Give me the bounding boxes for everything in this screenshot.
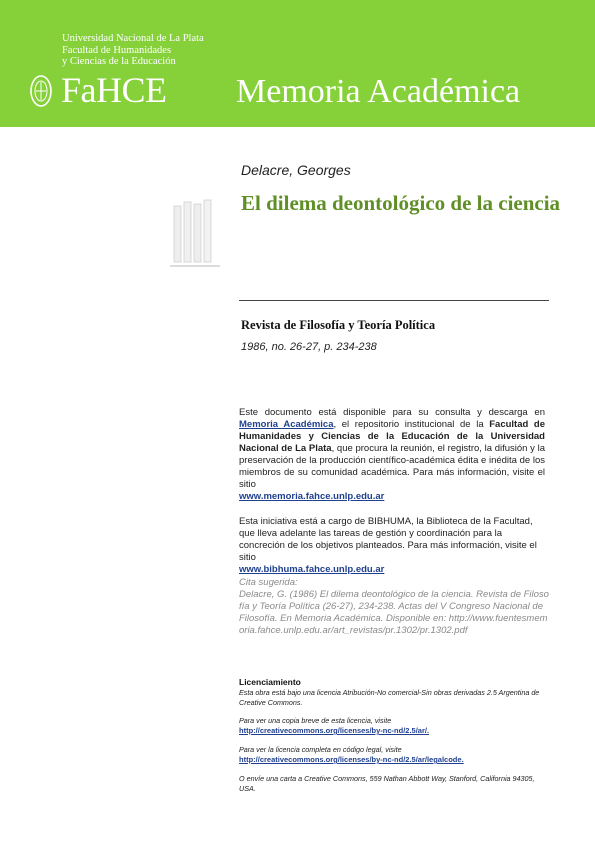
suggested-citation-label: Cita sugerida: [239, 577, 298, 588]
license-text: Esta obra está bajo una licencia Atribución-No comercial-Sin obras derivadas 2.5 Argentina de Creative Commons. [239, 688, 540, 707]
repository-info-text-1: Este documento está disponible para su consulta y descarga en [239, 407, 545, 418]
bibhuma-url-link[interactable]: www.bibhuma.fahce.unlp.edu.ar [239, 564, 385, 575]
document-author: Delacre, Georges [241, 162, 351, 178]
bibhuma-info-text: Esta iniciativa está a cargo de BIBHUMA, la Biblioteca de la Facultad, que lleva adelante las tareas de gestión y coordinación para la concreción de los objetivos planteados. Para más información, visite el sitio [239, 516, 537, 563]
memoria-url-link[interactable]: www.memoria.fahce.unlp.edu.ar [239, 491, 385, 502]
license-short-link[interactable]: http://creativecommons.org/licenses/by-nc-nd/2.5/ar/. [239, 726, 430, 735]
suggested-citation [239, 577, 549, 637]
repository-info-text-2: , el repositorio institucional de la [333, 419, 490, 430]
university-name: Universidad Nacional de La Plata [62, 33, 204, 44]
repository-info-paragraph [239, 407, 545, 503]
repository-info-text-3: , que procura la reunión, el registro, la difusión y la preservación de la producción científico-académica édita e inédita de los miembros de su comunidad académica. Para más información, visite el sitio [239, 443, 545, 490]
license-mail-text: O envíe una carta a Creative Commons, 559 Nathan Abbott Way, Stanford, California 94305, USA. [239, 774, 535, 793]
journal-name: Revista de Filosofía y Teoría Política [241, 318, 436, 332]
citation-details: 1986, no. 26-27, p. 234-238 [241, 341, 377, 353]
fahce-logo: FaHCE [61, 70, 167, 110]
license-heading: Licenciamiento [239, 677, 301, 687]
bibhuma-info-paragraph [239, 516, 545, 576]
divider [239, 300, 549, 301]
license-short-label: Para ver una copia breve de esta licencia, visite [239, 716, 392, 725]
faculty-name-line1: Facultad de Humanidades [62, 45, 172, 56]
memoria-academica-link[interactable]: Memoria Académica [239, 419, 334, 430]
faculty-bold-text: Facultad de Humanidades y Ciencias de la Educación de la Universidad Nacional de La Plata [239, 419, 546, 454]
license-full-link[interactable]: http://creativecommons.org/licenses/by-nc-nd/2.5/ar/legalcode. [239, 755, 464, 764]
books-icon [170, 198, 222, 273]
header-banner [0, 0, 595, 127]
repository-name: Memoria Académica [236, 73, 521, 110]
faculty-name-line2: y Ciencias de la Educación [62, 56, 176, 67]
university-seal-icon [29, 74, 53, 108]
license-full-label: Para ver la licencia completa en código legal, visite [239, 745, 402, 754]
suggested-citation-text: Delacre, G. (1986) El dilema deontológico de la ciencia. Revista de Filosofía y Teoría Política (26-27), 234-238. Actas del V Congreso Nacional de Filosofía. En Memoria Académica. Disponible en: http://www.fuentesmemoria.fahce.unlp.edu.ar/art_revistas/pr.1302/pr.1302.pdf [239, 589, 549, 636]
document-title: El dilema deontológico de la ciencia [241, 191, 561, 215]
